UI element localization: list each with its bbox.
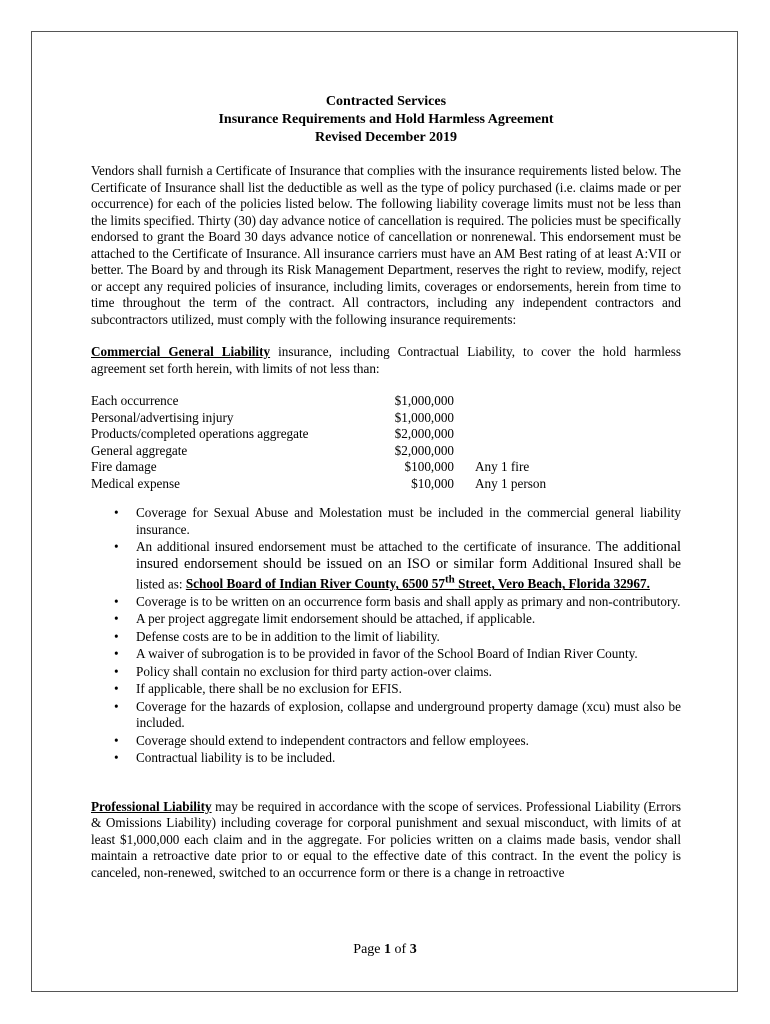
limit-value: $10,000: [411, 475, 454, 491]
limit-value: $1,000,000: [394, 409, 454, 425]
professional-title: Professional Liability: [91, 798, 212, 814]
cgl-paragraph: [91, 344, 681, 377]
bullet-icon: •: [114, 732, 119, 748]
limit-label: Products/completed operations aggregate: [91, 426, 309, 441]
limit-value: $2,000,000: [394, 442, 454, 458]
cgl-requirements-list: [91, 505, 681, 767]
list-item: • Contractual liability is to be included.: [114, 750, 336, 766]
additional-insured-name: School Board of Indian River County, 6500 57th Street, Vero Beach, Florida 32967.: [185, 574, 650, 592]
list-item: • If applicable, there shall be no exclusion for EFIS.: [114, 681, 402, 697]
limit-row: [91, 476, 681, 493]
limit-value: $2,000,000: [394, 426, 454, 441]
bullet-icon: •: [114, 750, 119, 766]
list-item: • A per project aggregate limit endorsement should be attached, if applicable.: [114, 611, 536, 627]
limit-row: [91, 459, 681, 476]
list-item: • A waiver of subrogation is to be provided in favor of the School Board of Indian River County.: [114, 646, 638, 662]
document-heading: [91, 93, 681, 147]
cgl-text: insurance, including Contractual Liability, to cover the hold harmless agreement set forth herein, with limits of not less than:: [91, 344, 681, 376]
page-number: Page 1 of 3: [353, 942, 417, 957]
professional-text: may be required in accordance with the scope of services. Professional Liability (Errors & Omissions Liability) including coverage for corporal punishment and sexual misconduct, with limits of at least $1,000,000 each claim and in the aggregate. For policies written on a claims made basis, vendor shall maintain a retroactive date prior to or equal to the effective date of this contract. In the event the policy is canceled, non-renewed, switched to an occurrence form or there is a change in retroactive: [91, 798, 681, 880]
bullet-icon: •: [114, 628, 119, 644]
list-item: • Coverage for the hazards of explosion, collapse and underground property damage (xcu) must also be included.: [114, 698, 681, 731]
bullet-icon: •: [114, 593, 119, 609]
limit-label: Medical expense: [91, 475, 180, 491]
bullet-icon: •: [114, 698, 119, 714]
limit-row: [91, 443, 681, 460]
heading-line-3: Revised December 2019: [314, 130, 458, 145]
limit-note: Any 1 fire: [475, 459, 530, 474]
limit-row: [91, 393, 681, 410]
limit-label: General aggregate: [91, 442, 188, 458]
list-item: • Coverage for Sexual Abuse and Molestation must be included in the commercial general liability insurance.: [114, 505, 681, 537]
cgl-title: Commercial General Liability: [91, 344, 271, 359]
list-item: • Policy shall contain no exclusion for third party action-over claims.: [114, 663, 492, 679]
list-item: • Coverage is to be written on an occurrence form basis and shall apply as primary and non-contributory.: [114, 593, 681, 609]
limit-label: Fire damage: [91, 459, 157, 474]
list-item: • Coverage should extend to independent contractors and fellow employees.: [114, 732, 529, 748]
list-item: • Defense costs are to be in addition to the limit of liability.: [114, 628, 440, 644]
bullet-icon: •: [114, 539, 119, 554]
bullet-icon: •: [114, 611, 119, 627]
heading-line-1: Contracted Services: [325, 94, 447, 109]
limit-value: $1,000,000: [394, 393, 454, 408]
intro-paragraph: Vendors shall furnish a Certificate of Insurance that complies with the insurance requirements listed below. The Certificate of Insurance shall list the deductible as well as the type of policy purchased (i.e. claims made or per occurrence) for each of the policies listed below. The following liability coverage limits must not be less than the limits specified. Thirty (30) day advance notice of cancellation is required. The policies must be specifically endorsed to grant the Board 30 days advance notice of cancellation or nonrenewal. This endorsement must be attached to the Certificate of Insurance. All insurance carriers must have an AM Best rating of at least A:VII or better. The Board by and through its Risk Management Department, reserves the right to review, modify, reject or accept any required policies of insurance, including limits, coverages or endorsements, herein from time to time throughout the term of the contract. All contractors, including any independent contractors and subcontractors utilized, must comply with the following insurance requirements:: [91, 163, 681, 327]
list-item: • An additional insured endorsement must be attached to the certificate of insurance. The additional insured endorsement should be issued on an ISO or similar form Additional Insured shall be listed as: School Board of Indian River County, 6500 57th Street, Vero Beach, Florida 32967.: [114, 539, 681, 592]
limit-label: Personal/advertising injury: [91, 409, 234, 425]
bullet-icon: •: [114, 505, 119, 520]
limit-value: $100,000: [404, 459, 454, 474]
limit-row: [91, 426, 681, 443]
limits-table: [91, 393, 681, 492]
bullet-icon: •: [114, 646, 119, 662]
heading-line-2: Insurance Requirements and Hold Harmless Agreement: [218, 112, 554, 127]
bullet-icon: •: [114, 663, 119, 679]
limit-note: Any 1 person: [475, 475, 547, 491]
limit-row: [91, 410, 681, 427]
limit-label: Each occurrence: [91, 393, 179, 408]
document-body: [91, 93, 681, 881]
professional-liability-paragraph: [91, 799, 681, 882]
bullet-icon: •: [114, 681, 119, 697]
